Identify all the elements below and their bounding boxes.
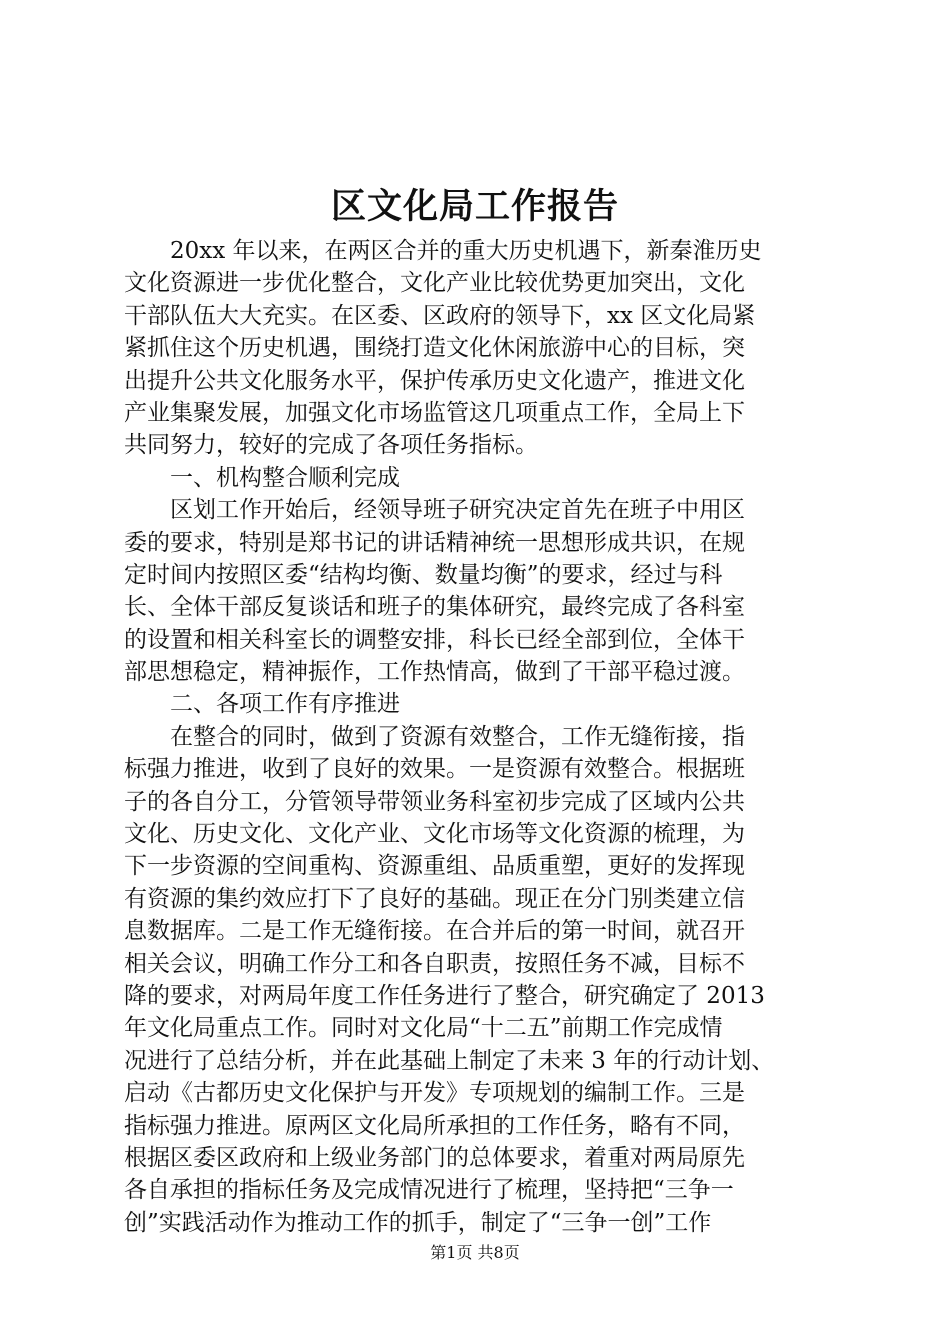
section-heading: 二、各项工作有序推进 bbox=[170, 691, 400, 718]
paragraph-line: 文化资源进一步优化整合，文化产业比较优势更加突出，文化 bbox=[124, 270, 745, 297]
document-title: 区文化局工作报告 bbox=[330, 186, 619, 227]
paragraph-line: 委的要求，特别是郑书记的讲话精神统一思想形成共识，在规 bbox=[124, 529, 745, 556]
document-body bbox=[124, 235, 844, 1239]
paragraph-line: 降的要求，对两局年度工作任务进行了整合，研究确定了 2013 bbox=[124, 982, 765, 1009]
paragraph-line: 紧抓住这个历史机遇，围绕打造文化休闲旅游中心的目标，突 bbox=[124, 335, 745, 362]
paragraph-line: 部思想稳定，精神振作，工作热情高，做到了干部平稳过渡。 bbox=[124, 659, 745, 686]
paragraph-line: 产业集聚发展，加强文化市场监管这几项重点工作，全局上下 bbox=[124, 399, 745, 426]
paragraph-line: 下一步资源的空间重构、资源重组、品质重塑，更好的发挥现 bbox=[124, 853, 745, 880]
paragraph-line: 子的各自分工，分管领导带领业务科室初步完成了区域内公共 bbox=[124, 788, 745, 815]
paragraph-line: 在整合的同时，做到了资源有效整合，工作无缝衔接，指 bbox=[170, 723, 745, 750]
paragraph-line: 的设置和相关科室长的调整安排，科长已经全部到位，全体干 bbox=[124, 626, 745, 653]
paragraph-line: 启动《古都历史文化保护与开发》专项规划的编制工作。三是 bbox=[124, 1080, 745, 1107]
paragraph-line: 指标强力推进。原两区文化局所承担的工作任务，略有不同， bbox=[124, 1112, 745, 1139]
paragraph-line: 有资源的集约效应打下了良好的基础。现正在分门别类建立信 bbox=[124, 885, 745, 912]
paragraph-line: 相关会议，明确工作分工和各自职责，按照任务不减，目标不 bbox=[124, 950, 745, 977]
paragraph-line: 20xx 年以来，在两区合并的重大历史机遇下，新秦淮历史 bbox=[170, 238, 762, 264]
paragraph-line: 干部队伍大大充实。在区委、区政府的领导下，xx 区文化局紧 bbox=[124, 302, 756, 329]
paragraph-line: 定时间内按照区委“结构均衡、数量均衡”的要求，经过与科 bbox=[124, 561, 723, 588]
section-heading: 一、机构整合顺利完成 bbox=[170, 464, 400, 491]
paragraph-line: 出提升公共文化服务水平，保护传承历史文化遗产，推进文化 bbox=[124, 367, 745, 394]
paragraph-line: 共同努力，较好的完成了各项任务指标。 bbox=[124, 432, 538, 459]
paragraph-line: 文化、历史文化、文化产业、文化市场等文化资源的梳理，为 bbox=[124, 821, 745, 848]
paragraph-line: 根据区委区政府和上级业务部门的总体要求，着重对两局原先 bbox=[124, 1144, 745, 1171]
page-number-footer: 第1页 共8页 bbox=[430, 1243, 520, 1262]
paragraph-line: 标强力推进，收到了良好的效果。一是资源有效整合。根据班 bbox=[124, 756, 745, 783]
paragraph-line: 年文化局重点工作。同时对文化局“十二五”前期工作完成情 bbox=[124, 1015, 723, 1042]
paragraph-line: 各自承担的指标任务及完成情况进行了梳理，坚持把“三争一 bbox=[124, 1177, 734, 1204]
paragraph-line: 区划工作开始后，经领导班子研究决定首先在班子中用区 bbox=[170, 497, 745, 524]
paragraph-line: 长、全体干部反复谈话和班子的集体研究，最终完成了各科室 bbox=[124, 594, 745, 621]
paragraph-line: 创”实践活动作为推动工作的抓手，制定了“三争一创”工作 bbox=[124, 1209, 712, 1236]
paragraph-line: 况进行了总结分析，并在此基础上制定了未来 3 年的行动计划、 bbox=[124, 1047, 775, 1074]
paragraph-line: 息数据库。二是工作无缝衔接。在合并后的第一时间，就召开 bbox=[124, 918, 745, 945]
